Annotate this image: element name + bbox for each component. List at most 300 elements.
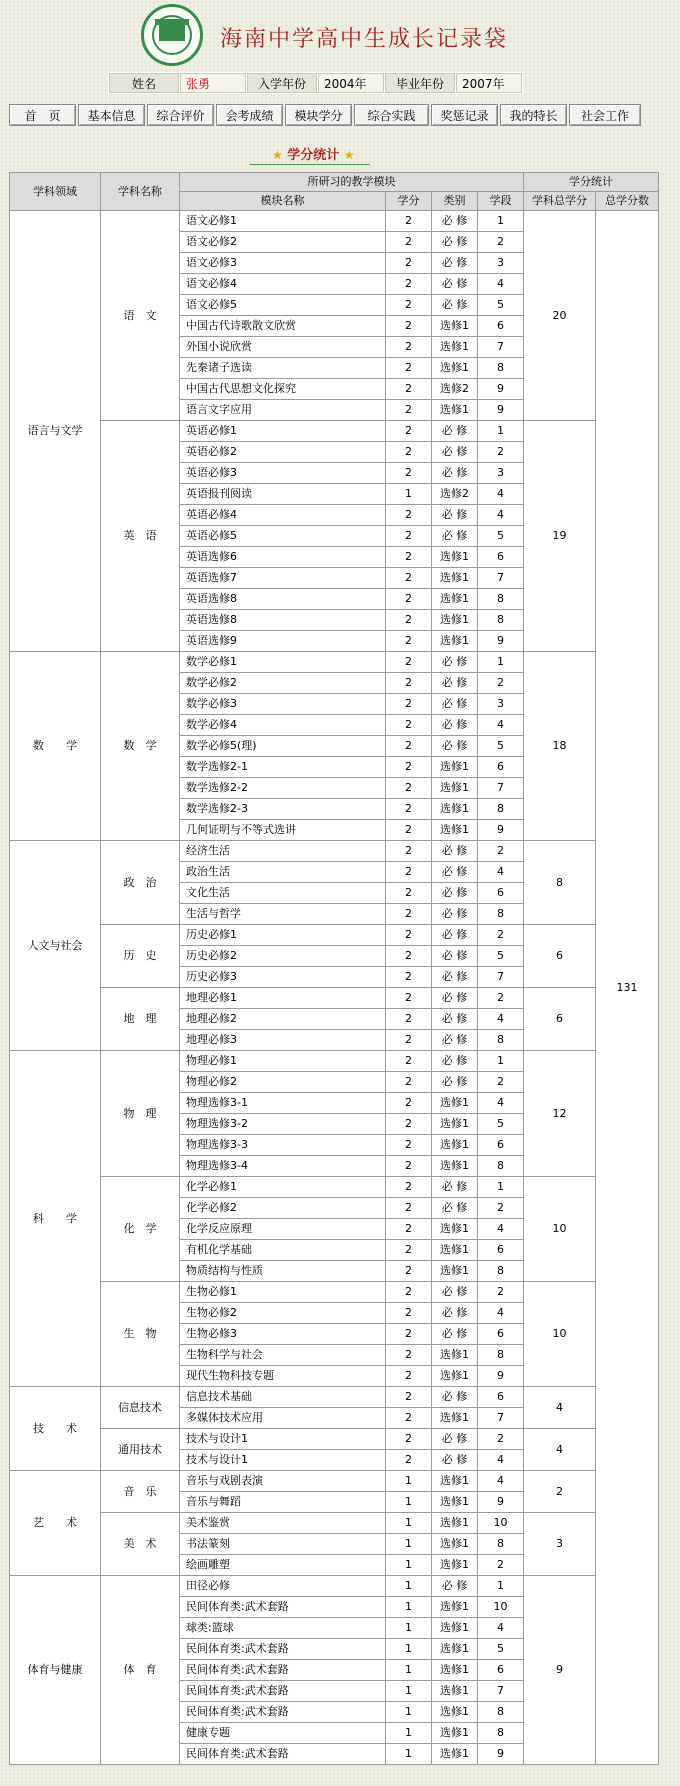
credit-cell: 2 (386, 1282, 432, 1303)
credit-cell: 2 (386, 1240, 432, 1261)
credit-cell: 2 (386, 1408, 432, 1429)
subject-total-cell: 10 (524, 1282, 596, 1387)
module-name-cell: 多媒体技术应用 (180, 1408, 386, 1429)
category-cell: 必 修 (432, 421, 478, 442)
module-name-cell: 语文必修3 (180, 253, 386, 274)
header-credit: 学分 (386, 192, 432, 211)
term-cell: 9 (478, 379, 524, 400)
term-cell: 2 (478, 925, 524, 946)
module-name-cell: 数学选修2-3 (180, 799, 386, 820)
category-cell: 选修1 (432, 1240, 478, 1261)
module-name-cell: 英语报刊阅读 (180, 484, 386, 505)
category-cell: 必 修 (432, 295, 478, 316)
category-cell: 必 修 (432, 1576, 478, 1597)
category-cell: 必 修 (432, 1282, 478, 1303)
category-cell: 必 修 (432, 1429, 478, 1450)
term-cell: 8 (478, 1156, 524, 1177)
category-cell: 选修1 (432, 1513, 478, 1534)
subject-total-cell: 8 (524, 841, 596, 925)
category-cell: 选修1 (432, 820, 478, 841)
credit-cell: 1 (386, 1702, 432, 1723)
module-name-cell: 英语必修4 (180, 505, 386, 526)
student-info-bar (108, 72, 523, 94)
module-name-cell: 生活与哲学 (180, 904, 386, 925)
credit-cell: 2 (386, 778, 432, 799)
credit-cell: 2 (386, 1051, 432, 1072)
term-cell: 9 (478, 820, 524, 841)
term-cell: 9 (478, 1492, 524, 1513)
subject-cell: 通用技术 (101, 1429, 180, 1471)
term-cell: 9 (478, 1366, 524, 1387)
credit-cell: 1 (386, 1555, 432, 1576)
credit-cell: 2 (386, 1030, 432, 1051)
category-cell: 必 修 (432, 883, 478, 904)
term-cell: 4 (478, 1303, 524, 1324)
credit-cell: 1 (386, 1597, 432, 1618)
module-name-cell: 物理选修3-3 (180, 1135, 386, 1156)
subject-total-cell: 18 (524, 652, 596, 841)
term-cell: 9 (478, 631, 524, 652)
term-cell: 3 (478, 463, 524, 484)
credit-cell: 1 (386, 1618, 432, 1639)
credit-cell: 2 (386, 904, 432, 925)
grad-year-label: 毕业年份 (385, 73, 456, 94)
table-row (10, 1387, 659, 1408)
module-name-cell: 化学必修1 (180, 1177, 386, 1198)
category-cell: 选修1 (432, 1135, 478, 1156)
credit-table (9, 172, 659, 1765)
category-cell: 必 修 (432, 274, 478, 295)
term-cell: 6 (478, 1660, 524, 1681)
module-name-cell: 地理必修2 (180, 1009, 386, 1030)
credit-cell: 2 (386, 1177, 432, 1198)
module-name-cell: 球类:篮球 (180, 1618, 386, 1639)
term-cell: 7 (478, 1408, 524, 1429)
category-cell: 必 修 (432, 694, 478, 715)
subject-cell: 历 史 (101, 925, 180, 988)
credit-cell: 2 (386, 1366, 432, 1387)
term-cell: 3 (478, 253, 524, 274)
table-row (10, 211, 659, 232)
category-cell: 选修1 (432, 1408, 478, 1429)
table-row (10, 421, 659, 442)
term-cell: 2 (478, 1282, 524, 1303)
subject-cell: 音 乐 (101, 1471, 180, 1513)
category-cell: 必 修 (432, 715, 478, 736)
nav-tab-3[interactable]: 会考成绩 (216, 104, 283, 126)
category-cell: 选修1 (432, 337, 478, 358)
term-cell: 8 (478, 1345, 524, 1366)
term-cell: 2 (478, 442, 524, 463)
credit-cell: 2 (386, 442, 432, 463)
term-cell: 10 (478, 1513, 524, 1534)
module-name-cell: 信息技术基础 (180, 1387, 386, 1408)
module-name-cell: 数学必修3 (180, 694, 386, 715)
credit-cell: 2 (386, 211, 432, 232)
category-cell: 必 修 (432, 1450, 478, 1471)
table-row (10, 988, 659, 1009)
credit-cell: 1 (386, 1681, 432, 1702)
term-cell: 8 (478, 1723, 524, 1744)
category-cell: 选修1 (432, 1618, 478, 1639)
module-name-cell: 物理选修3-1 (180, 1093, 386, 1114)
credit-cell: 2 (386, 1387, 432, 1408)
credit-cell: 2 (386, 820, 432, 841)
credit-cell: 2 (386, 841, 432, 862)
module-name-cell: 书法篆刻 (180, 1534, 386, 1555)
term-cell: 8 (478, 589, 524, 610)
term-cell: 8 (478, 1702, 524, 1723)
credit-cell: 2 (386, 967, 432, 988)
category-cell: 必 修 (432, 1072, 478, 1093)
credit-cell: 2 (386, 316, 432, 337)
module-name-cell: 几何证明与不等式选讲 (180, 820, 386, 841)
credit-cell: 2 (386, 337, 432, 358)
subject-total-cell: 12 (524, 1051, 596, 1177)
term-cell: 9 (478, 400, 524, 421)
area-cell: 体育与健康 (10, 1576, 101, 1765)
term-cell: 6 (478, 1387, 524, 1408)
nav-tab-5[interactable]: 综合实践 (354, 104, 429, 126)
module-name-cell: 英语选修6 (180, 547, 386, 568)
area-cell: 语言与文学 (10, 211, 101, 652)
term-cell: 2 (478, 673, 524, 694)
module-name-cell: 生物必修2 (180, 1303, 386, 1324)
credit-cell: 2 (386, 757, 432, 778)
credit-cell: 2 (386, 1093, 432, 1114)
term-cell: 7 (478, 337, 524, 358)
table-row (10, 925, 659, 946)
credit-cell: 2 (386, 1303, 432, 1324)
credit-cell: 2 (386, 799, 432, 820)
category-cell: 选修1 (432, 1114, 478, 1135)
header-area: 学科领域 (10, 173, 101, 211)
term-cell: 2 (478, 1555, 524, 1576)
category-cell: 必 修 (432, 988, 478, 1009)
table-row (10, 1429, 659, 1450)
subject-total-cell: 4 (524, 1429, 596, 1471)
term-cell: 5 (478, 1639, 524, 1660)
term-cell: 1 (478, 1051, 524, 1072)
module-name-cell: 英语选修8 (180, 610, 386, 631)
category-cell: 选修1 (432, 1639, 478, 1660)
term-cell: 8 (478, 904, 524, 925)
subject-cell: 物 理 (101, 1051, 180, 1177)
credit-cell: 2 (386, 232, 432, 253)
module-name-cell: 英语选修7 (180, 568, 386, 589)
category-cell: 必 修 (432, 211, 478, 232)
term-cell: 4 (478, 1618, 524, 1639)
term-cell: 10 (478, 1597, 524, 1618)
category-cell: 选修1 (432, 778, 478, 799)
term-cell: 6 (478, 757, 524, 778)
term-cell: 1 (478, 421, 524, 442)
category-cell: 选修2 (432, 379, 478, 400)
term-cell: 6 (478, 316, 524, 337)
logo-building (159, 25, 185, 41)
term-cell: 1 (478, 1576, 524, 1597)
term-cell: 1 (478, 211, 524, 232)
module-name-cell: 语文必修5 (180, 295, 386, 316)
term-cell: 4 (478, 1219, 524, 1240)
name-label: 姓名 (109, 73, 180, 94)
category-cell: 选修1 (432, 610, 478, 631)
credit-cell: 2 (386, 946, 432, 967)
term-cell: 2 (478, 841, 524, 862)
credit-cell: 2 (386, 715, 432, 736)
term-cell: 6 (478, 547, 524, 568)
subject-total-cell: 20 (524, 211, 596, 421)
category-cell: 选修1 (432, 757, 478, 778)
category-cell: 必 修 (432, 946, 478, 967)
category-cell: 必 修 (432, 1387, 478, 1408)
category-cell: 选修1 (432, 1555, 478, 1576)
module-name-cell: 中国古代诗歌散文欣赏 (180, 316, 386, 337)
category-cell: 必 修 (432, 1177, 478, 1198)
term-cell: 8 (478, 1030, 524, 1051)
main-nav (9, 104, 643, 126)
category-cell: 必 修 (432, 967, 478, 988)
subject-total-cell: 19 (524, 421, 596, 652)
section-underline (250, 164, 370, 165)
credit-cell: 2 (386, 1009, 432, 1030)
category-cell: 选修1 (432, 1597, 478, 1618)
category-cell: 必 修 (432, 1303, 478, 1324)
category-cell: 选修1 (432, 1366, 478, 1387)
subject-total-cell: 6 (524, 988, 596, 1051)
credit-cell: 1 (386, 1639, 432, 1660)
category-cell: 必 修 (432, 736, 478, 757)
category-cell: 必 修 (432, 442, 478, 463)
module-name-cell: 数学选修2-1 (180, 757, 386, 778)
credit-cell: 2 (386, 673, 432, 694)
category-cell: 选修1 (432, 316, 478, 337)
module-name-cell: 民间体育类:武术套路 (180, 1702, 386, 1723)
enroll-year-label: 入学年份 (247, 73, 318, 94)
credit-cell: 2 (386, 589, 432, 610)
subject-cell: 英 语 (101, 421, 180, 652)
module-name-cell: 数学必修1 (180, 652, 386, 673)
category-cell: 选修1 (432, 1660, 478, 1681)
name-value: 张勇 (180, 73, 247, 94)
module-name-cell: 英语必修1 (180, 421, 386, 442)
module-name-cell: 先秦诸子选读 (180, 358, 386, 379)
header-credit-group: 学分统计 (524, 173, 659, 192)
term-cell: 7 (478, 1681, 524, 1702)
credit-cell: 2 (386, 421, 432, 442)
school-logo (141, 4, 203, 66)
credit-cell: 2 (386, 358, 432, 379)
nav-tab-7[interactable]: 我的特长 (500, 104, 567, 126)
category-cell: 选修1 (432, 1219, 478, 1240)
term-cell: 5 (478, 526, 524, 547)
credit-cell: 1 (386, 1723, 432, 1744)
subject-total-cell: 2 (524, 1471, 596, 1513)
module-name-cell: 化学反应原理 (180, 1219, 386, 1240)
header (0, 0, 680, 68)
category-cell: 必 修 (432, 862, 478, 883)
module-name-cell: 生物必修3 (180, 1324, 386, 1345)
category-cell: 选修1 (432, 1156, 478, 1177)
header-term: 学段 (478, 192, 524, 211)
credit-cell: 2 (386, 547, 432, 568)
category-cell: 必 修 (432, 1009, 478, 1030)
term-cell: 3 (478, 694, 524, 715)
module-name-cell: 数学必修2 (180, 673, 386, 694)
category-cell: 必 修 (432, 463, 478, 484)
module-name-cell: 历史必修2 (180, 946, 386, 967)
module-name-cell: 政治生活 (180, 862, 386, 883)
module-name-cell: 有机化学基础 (180, 1240, 386, 1261)
category-cell: 选修1 (432, 1093, 478, 1114)
category-cell: 选修2 (432, 484, 478, 505)
credit-cell: 2 (386, 1114, 432, 1135)
credit-cell: 2 (386, 505, 432, 526)
area-cell: 艺 术 (10, 1471, 101, 1576)
credit-cell: 2 (386, 1324, 432, 1345)
header-module-name: 模块名称 (180, 192, 386, 211)
table-row (10, 652, 659, 673)
term-cell: 2 (478, 1429, 524, 1450)
nav-tab-1[interactable]: 基本信息 (78, 104, 145, 126)
category-cell: 选修1 (432, 1534, 478, 1555)
term-cell: 7 (478, 778, 524, 799)
nav-tab-6[interactable]: 奖惩记录 (431, 104, 498, 126)
credit-cell: 2 (386, 1261, 432, 1282)
module-name-cell: 经济生活 (180, 841, 386, 862)
category-cell: 必 修 (432, 232, 478, 253)
subject-cell: 化 学 (101, 1177, 180, 1282)
credit-cell: 1 (386, 1534, 432, 1555)
term-cell: 5 (478, 295, 524, 316)
category-cell: 必 修 (432, 253, 478, 274)
module-name-cell: 民间体育类:武术套路 (180, 1681, 386, 1702)
credit-cell: 2 (386, 1135, 432, 1156)
term-cell: 1 (478, 1177, 524, 1198)
module-name-cell: 中国古代思想文化探究 (180, 379, 386, 400)
category-cell: 必 修 (432, 925, 478, 946)
credit-cell: 2 (386, 862, 432, 883)
term-cell: 2 (478, 1072, 524, 1093)
credit-cell: 2 (386, 379, 432, 400)
category-cell: 选修1 (432, 1723, 478, 1744)
header-modules-group: 所研习的教学模块 (180, 173, 524, 192)
subject-cell: 美 术 (101, 1513, 180, 1576)
category-cell: 必 修 (432, 841, 478, 862)
credit-cell: 2 (386, 295, 432, 316)
credit-cell: 2 (386, 400, 432, 421)
credit-cell: 1 (386, 1660, 432, 1681)
credit-cell: 2 (386, 1450, 432, 1471)
category-cell: 必 修 (432, 904, 478, 925)
table-row (10, 1471, 659, 1492)
subject-total-cell: 6 (524, 925, 596, 988)
term-cell: 7 (478, 967, 524, 988)
term-cell: 8 (478, 799, 524, 820)
category-cell: 必 修 (432, 1324, 478, 1345)
term-cell: 8 (478, 358, 524, 379)
category-cell: 必 修 (432, 526, 478, 547)
nav-tab-0[interactable]: 首 页 (9, 104, 76, 126)
module-name-cell: 英语选修8 (180, 589, 386, 610)
nav-tab-4[interactable]: 模块学分 (285, 104, 352, 126)
module-name-cell: 物质结构与性质 (180, 1261, 386, 1282)
section-title-text: 学分统计 (287, 148, 340, 163)
credit-cell: 2 (386, 988, 432, 1009)
term-cell: 2 (478, 232, 524, 253)
subject-cell: 语 文 (101, 211, 180, 421)
term-cell: 5 (478, 946, 524, 967)
header-subject-total: 学科总学分 (524, 192, 596, 211)
term-cell: 6 (478, 1240, 524, 1261)
category-cell: 必 修 (432, 1198, 478, 1219)
module-name-cell: 田径必修 (180, 1576, 386, 1597)
category-cell: 必 修 (432, 652, 478, 673)
table-row (10, 1177, 659, 1198)
nav-tab-2[interactable]: 综合评价 (147, 104, 214, 126)
table-row (10, 1282, 659, 1303)
category-cell: 选修1 (432, 400, 478, 421)
credit-cell: 1 (386, 1513, 432, 1534)
credit-table-body (10, 211, 659, 1765)
category-cell: 选修1 (432, 358, 478, 379)
credit-cell: 2 (386, 610, 432, 631)
subject-cell: 政 治 (101, 841, 180, 925)
nav-tab-8[interactable]: 社会工作 (569, 104, 641, 126)
module-name-cell: 现代生物科技专题 (180, 1366, 386, 1387)
module-name-cell: 语文必修2 (180, 232, 386, 253)
category-cell: 选修1 (432, 1744, 478, 1765)
area-cell: 数 学 (10, 652, 101, 841)
module-name-cell: 英语必修5 (180, 526, 386, 547)
credit-cell: 2 (386, 736, 432, 757)
category-cell: 选修1 (432, 568, 478, 589)
credit-cell: 2 (386, 526, 432, 547)
category-cell: 必 修 (432, 1030, 478, 1051)
module-name-cell: 音乐与戏剧表演 (180, 1471, 386, 1492)
module-name-cell: 外国小说欣赏 (180, 337, 386, 358)
credit-cell: 1 (386, 1492, 432, 1513)
module-name-cell: 美术鉴赏 (180, 1513, 386, 1534)
table-row (10, 1576, 659, 1597)
subject-total-cell: 10 (524, 1177, 596, 1282)
module-name-cell: 生物科学与社会 (180, 1345, 386, 1366)
module-name-cell: 语文必修4 (180, 274, 386, 295)
header-category: 类别 (432, 192, 478, 211)
category-cell: 选修1 (432, 1681, 478, 1702)
module-name-cell: 化学必修2 (180, 1198, 386, 1219)
term-cell: 8 (478, 610, 524, 631)
subject-total-cell: 9 (524, 1576, 596, 1765)
module-name-cell: 语文必修1 (180, 211, 386, 232)
term-cell: 5 (478, 1114, 524, 1135)
module-name-cell: 历史必修1 (180, 925, 386, 946)
module-name-cell: 绘画雕塑 (180, 1555, 386, 1576)
category-cell: 选修1 (432, 1471, 478, 1492)
area-cell: 人文与社会 (10, 841, 101, 1051)
term-cell: 6 (478, 1324, 524, 1345)
category-cell: 选修1 (432, 1702, 478, 1723)
term-cell: 1 (478, 652, 524, 673)
module-name-cell: 文化生活 (180, 883, 386, 904)
category-cell: 必 修 (432, 673, 478, 694)
header-grand-total: 总学分数 (596, 192, 659, 211)
credit-cell: 1 (386, 1471, 432, 1492)
category-cell: 选修1 (432, 799, 478, 820)
module-name-cell: 数学必修4 (180, 715, 386, 736)
term-cell: 4 (478, 715, 524, 736)
credit-cell: 2 (386, 694, 432, 715)
